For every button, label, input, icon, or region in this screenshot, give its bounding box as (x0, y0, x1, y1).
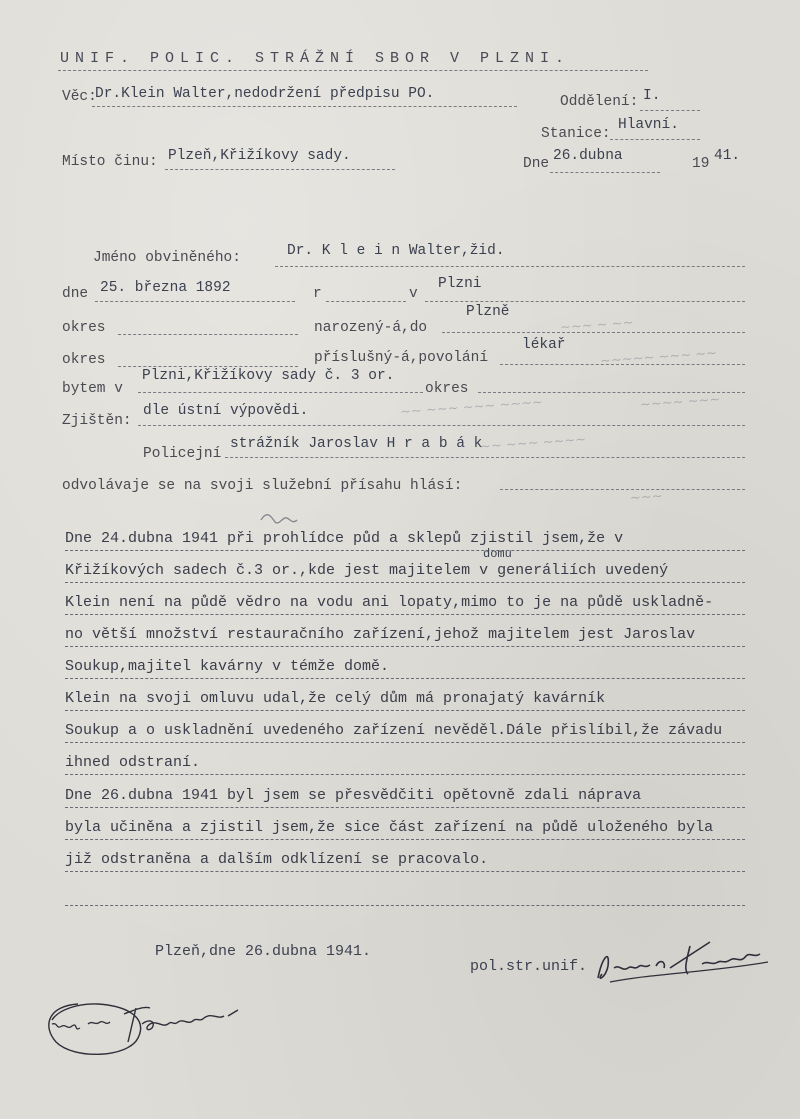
okres1-label: okres (62, 320, 106, 336)
dne-value: 26.dubna (553, 148, 623, 164)
report-body-line: Klein není na půdě vědro na vodu ani lopaty,mimo to je na půdě uskladně- (65, 594, 714, 611)
report-body-rule (65, 614, 745, 615)
document-header: UNIF. POLIC. STRÁŽNÍ SBOR V PLZNI. (60, 50, 571, 67)
report-body-line: no větší množství restauračního zařízení,jehož majitelem jest Jaroslav (65, 626, 696, 643)
bleed-through-mark: ~~ ~~~ ~~~ ~~~~ (399, 395, 544, 420)
okres2-label: okres (62, 352, 106, 368)
domu-insert: domu (483, 547, 512, 561)
report-body-line: byla učiněna a zjistil jsem,že sice část zařízení na půdě uloženého byla (65, 819, 714, 836)
report-body-line: Křižíkových sadech č.3 or.,kde jest majitelem v generáliích uvedený (65, 562, 669, 579)
bytem-label: bytem v (62, 381, 123, 397)
dne2-line (95, 301, 295, 302)
v-value: Plzni (438, 276, 482, 292)
stanice-value: Hlavní. (618, 117, 679, 133)
report-body-line: Soukup a o uskladnění uvedeného zařízení nevěděl.Dále přislíbil,že závadu (65, 722, 723, 739)
report-body-line: Dne 26.dubna 1941 byl jsem se přesvědčiti opětovně zdali náprava (65, 787, 642, 804)
v-label: v (409, 286, 418, 302)
report-body-line: již odstraněna a dalším odklízení se pracovalo. (65, 851, 489, 868)
pencil-mark (255, 500, 345, 530)
report-body-line: Klein na svoji omluvu udal,že celý dům má pronajatý kavárník (65, 690, 606, 707)
place-date: Plzeň,dne 26.dubna 1941. (155, 943, 372, 960)
dne2-value: 25. března 1892 (100, 280, 231, 296)
bleed-through-mark: ~~ ~~~ ~~~~ (479, 432, 587, 455)
signer-label: pol.str.unif. (470, 958, 588, 975)
policejni-label: Policejní (143, 446, 222, 462)
odvolavaje-text: odvolávaje se na svoji služební přísahu hlásí: (62, 478, 463, 494)
r-label: r (313, 286, 322, 302)
report-body-rule (65, 582, 745, 583)
jmeno-value: Dr. K l e i n Walter,žid. (287, 243, 505, 259)
v-line (425, 301, 745, 302)
report-body-rule (65, 710, 745, 711)
okres1-line (118, 334, 298, 335)
bleed-through-mark: ~~~ (629, 488, 664, 507)
dne-label: Dne (523, 156, 550, 172)
bytem-line (138, 392, 423, 393)
signature-kohout (38, 990, 278, 1065)
dne-line (550, 172, 660, 173)
report-body-line: ihned odstraní. (65, 754, 201, 771)
zjisten-line (138, 425, 745, 426)
misto-label: Místo činu: (62, 154, 158, 170)
jmeno-label: Jméno obviněného: (93, 250, 241, 266)
okres3-label: okres (425, 381, 469, 397)
report-body-rule (65, 678, 745, 679)
signature-hrabak (590, 938, 780, 988)
prislusny-label: příslušný-á,povolání (314, 350, 489, 366)
oddeleni-value: I. (643, 88, 661, 104)
oddeleni-line (640, 110, 700, 111)
report-body-rule (65, 807, 745, 808)
bytem-value: Plzni,Křižíkovy sady č. 3 or. (142, 368, 395, 384)
year-prefix: 19 (692, 156, 710, 172)
dne2-label: dne (62, 286, 89, 302)
misto-line (165, 169, 395, 170)
vec-label: Věc: (62, 89, 97, 105)
narozeny-label: narozený-á,do (314, 320, 428, 336)
r-line (326, 301, 406, 302)
stanice-label: Stanice: (541, 126, 611, 142)
stanice-line (610, 139, 700, 140)
zjisten-label: Zjištěn: (62, 413, 132, 429)
bleed-through-mark: ~~~ ~ ~~ (559, 315, 635, 336)
report-body-rule (65, 774, 745, 775)
vec-value: Dr.Klein Walter,nedodržení předpisu PO. (95, 86, 435, 102)
zjisten-value: dle ústní výpovědi. (143, 403, 309, 419)
oddeleni-label: Oddělení: (560, 94, 639, 110)
policejni-line (225, 457, 745, 458)
report-body-rule (65, 550, 745, 551)
report-body-rule (65, 871, 745, 872)
povolani-value: lékař (522, 337, 566, 353)
odvolavaje-line (500, 489, 745, 490)
report-body-rule (65, 646, 745, 647)
bleed-through-mark: ~~~~ ~~~ (639, 392, 721, 413)
narozeny-value: Plzně (466, 304, 510, 320)
jmeno-line (275, 266, 745, 267)
okres2-line (118, 366, 298, 367)
bleed-through-mark: ~~~~~ ~~~ ~~ (599, 345, 718, 370)
vec-line (92, 106, 517, 107)
report-body-line: Soukup,majitel kavárny v témže domě. (65, 658, 390, 675)
report-body-rule (65, 742, 745, 743)
report-body-rule (65, 905, 745, 906)
header-underline (58, 70, 648, 71)
policejni-value: strážník Jaroslav H r a b á k (230, 436, 483, 452)
year-value: 41. (714, 148, 741, 164)
misto-value: Plzeň,Křižíkovy sady. (168, 148, 351, 164)
report-body-line: Dne 24.dubna 1941 při prohlídce půd a sklepů zjistil jsem,že v (65, 530, 624, 547)
report-body-rule (65, 839, 745, 840)
